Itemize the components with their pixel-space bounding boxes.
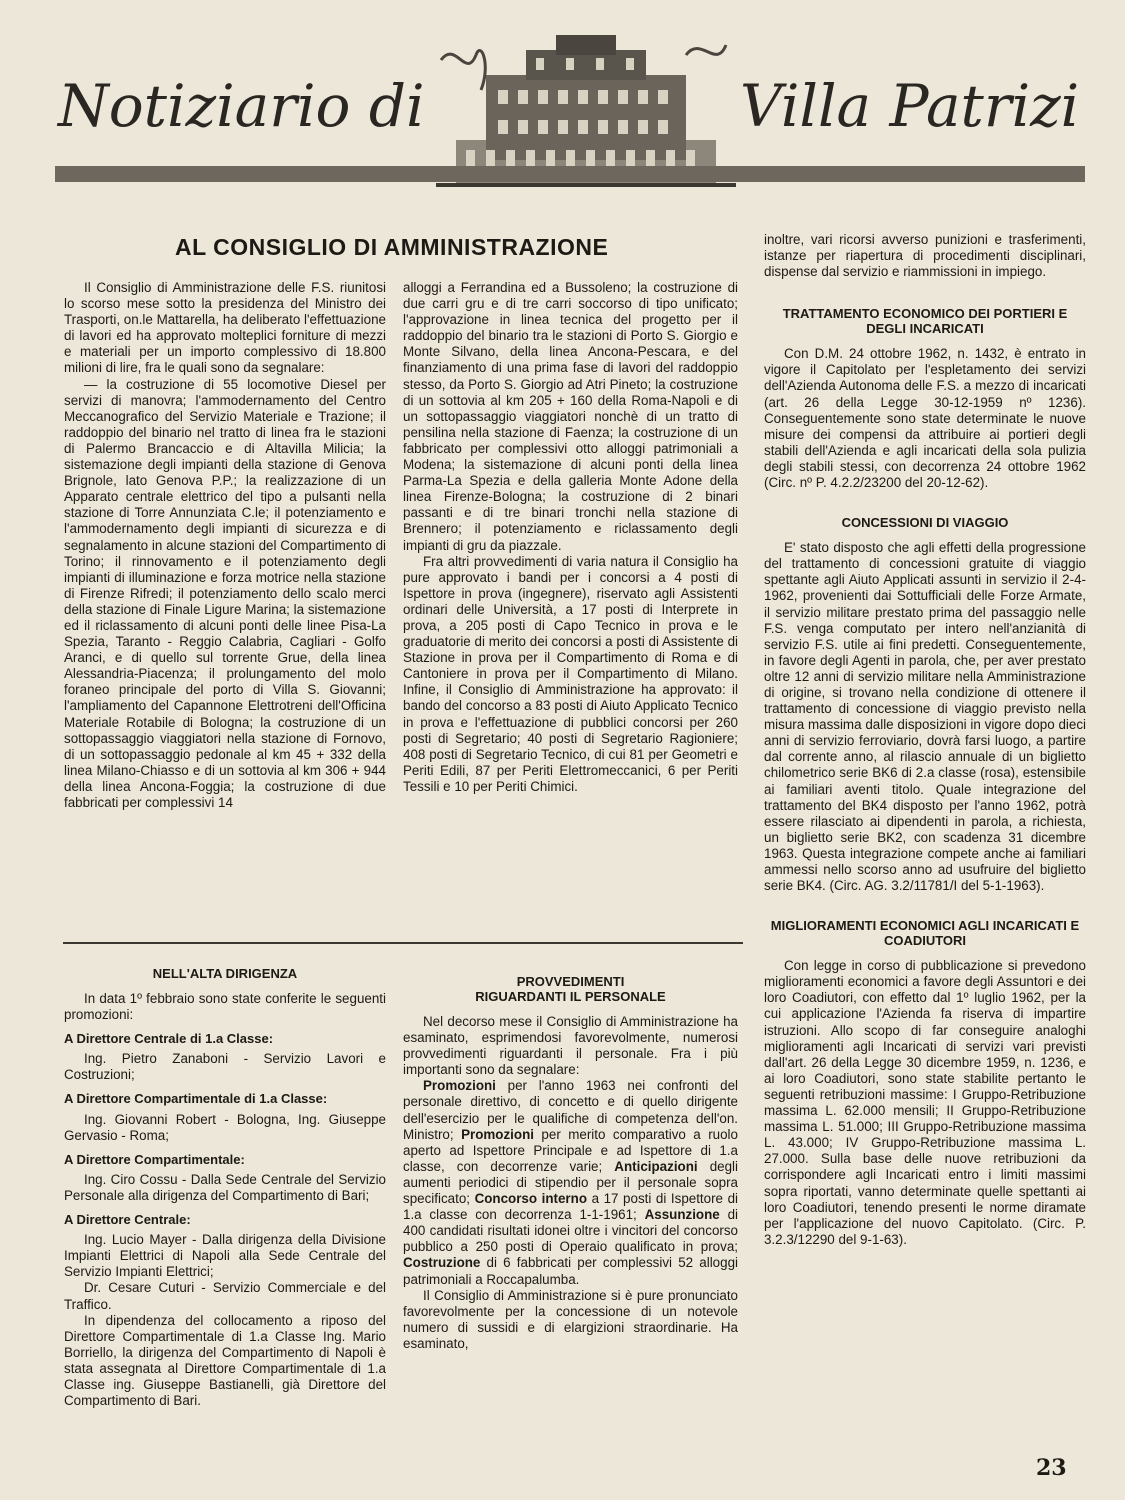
miglioramenti-title: MIGLIORAMENTI ECONOMICI AGLI INCARICATI E COADIUTORI — [770, 918, 1080, 949]
promotion-heading: A Direttore Centrale di 1.a Classe: — [64, 1031, 274, 1047]
personale-title — [403, 974, 738, 1004]
paragraph: Ing. Ciro Cossu - Dalla Sede Centrale del Servizio Personale alla dirigenza del Compartimento di Bari; — [64, 1171, 386, 1203]
article-column-1 — [64, 280, 386, 811]
article-column-3 — [764, 232, 1086, 1248]
page-number: 23 — [1036, 1455, 1067, 1481]
dirigenza-section — [64, 966, 386, 1409]
personale-title-line1: PROVVEDIMENTI — [516, 974, 625, 989]
paragraph: Nel decorso mese il Consiglio di Amministrazione ha esaminato, esprimendosi favorevolmente, numerosi provvedimenti riguardanti il personale. Fra i più importanti sono da segnalare: — [403, 1014, 738, 1078]
bold-term: Concorso interno — [474, 1191, 588, 1207]
paragraph: Ing. Lucio Mayer - Dalla dirigenza della Divisione Impianti Elettrici di Napoli alla Sede Centrale del Servizio Impianti Elettrici; — [64, 1232, 386, 1280]
trattamento-title: TRATTAMENTO ECONOMICO DEI PORTIERI E DEGLI INCARICATI — [782, 306, 1068, 337]
bold-term: Promozioni — [461, 1126, 534, 1142]
masthead-title-right: Villa Patrizi — [740, 72, 1080, 140]
concessioni-title: CONCESSIONI DI VIAGGIO — [841, 515, 1009, 531]
paragraph: Con D.M. 24 ottobre 1962, n. 1432, è entrato in vigore il Capitolato per l'espletamento dei servizi dell'Azienda Autonoma delle F.S. a mezzo di incaricati (art. 26 della Legge 30-12-1959 nº 1236). Conseguentemente sono state determinate le nuove misure dei compensi da attribuire ai portieri degli stabili dell'Azienda e agli incaricati della sola pulizia degli stabili stessi, con decorrenza 24 ottobre 1962 (Circ. nº P. 4.2.2/23200 del 20-12-62). — [764, 346, 1086, 491]
paragraph: Il Consiglio di Amministrazione delle F.S. riunitosi lo scorso mese sotto la presidenza del Ministro dei Trasporti, on.le Mattarella, ha deliberato l'effettuazione di lavori ed ha approvato molteplici forniture di mezzi e materiali per un importo complessivo di 18.800 milioni di lire, fra le quali sono da segnalare: — [64, 280, 386, 376]
paragraph: Ing. Pietro Zanaboni - Servizio Lavori e Costruzioni; — [64, 1051, 386, 1083]
personale-title-line2: RIGUARDANTI IL PERSONALE — [475, 989, 666, 1004]
paragraph: Ing. Giovanni Robert - Bologna, Ing. Giuseppe Gervasio - Roma; — [64, 1111, 386, 1143]
text-run: di 400 candidati risultati idonei oltre i vincitori del concorso pubblico a 250 posti di Operaio qualificato in prova; — [403, 1207, 738, 1255]
paragraph: Dr. Cesare Cuturi - Servizio Commerciale e del Traffico. — [64, 1280, 386, 1312]
paragraph: In dipendenza del collocamento a riposo del Direttore Compartimentale di 1.a Classe Ing. Mario Borriello, la dirigenza del Compartimento di Napoli è stata assegnata al Direttore Compartimentale di 1.a Classe ing. Giuseppe Bastianelli, già Direttore del Compartimento di Bari. — [64, 1312, 386, 1409]
dirigenza-title: NELL'ALTA DIRIGENZA — [152, 966, 298, 981]
masthead-title-left: Notiziario di — [58, 72, 425, 140]
paragraph — [403, 1078, 738, 1287]
paragraph: alloggi a Ferrandina ed a Bussoleno; la costruzione di due carri gru e di tre carri soccorso di tipo unificato; l'approvazione in linea tecnica del progetto per il raddoppio del binario tra le stazioni di Porto S. Giorgio e Monte Silvano, della linea Ancona-Pescara, e del finanziamento di una prima fase di lavori del raddoppio stesso, da Porto S. Giorgio ad Atri Pineto; la costruzione di un sottovia al km 205 + 160 della Roma-Napoli e di un sottopassaggio viaggiatori nonchè di un tratto di pensilina nella stazione di Faenza; la costruzione di un fabbricato per complessivi otto alloggi patrimoniali a Modena; la sistemazione di alcuni ponti della linea Parma-La Spezia e della galleria Monte Adone della linea Firenze-Bologna; la costruzione di 2 binari passanti e di tre binari tronchi nella stazione di Brennero; il potenziamento e riclassamento degli impianti di gru da piazzale. — [403, 280, 738, 553]
text-run: per merito comparativo a ruolo aperto ad Ispettore Principale e ad Ispettore di 1.a classe, con decorrenze varie; — [403, 1126, 738, 1174]
bold-term: Costruzione — [403, 1255, 481, 1271]
bold-term: Assunzione — [644, 1207, 720, 1223]
promotion-heading: A Direttore Compartimentale di 1.a Classe: — [64, 1091, 328, 1107]
text-run: di 6 fabbricati per complessivi 52 alloggi patrimoniali a Roccapalumba. — [403, 1255, 738, 1287]
text-run: degli aumenti periodici di stipendio per il personale sopra specificato; — [403, 1158, 738, 1207]
paragraph: Il Consiglio di Amministrazione si è pure pronunciato favorevolmente per la concessione di un notevole numero di sussidi e di elargizioni straordinarie. Ha esaminato, — [403, 1287, 738, 1351]
villa-patrizi-illustration — [436, 20, 736, 190]
paragraph: inoltre, vari ricorsi avverso punizioni e trasferimenti, istanze per riapertura di procedimenti disciplinari, dispense dal servizio e riammissioni in impiego. — [764, 232, 1086, 280]
paragraph: E' stato disposto che agli effetti della progressione del trattamento di concessioni gratuite di viaggio spettante agli Aiuto Applicati assunti in servizio il 2-4-1962, provenienti dai Sottufficiali delle Forze Armate, il servizio militare prestato prima del passaggio nelle F.S. venga computato per intero nell'anzianità di servizio F.S. utile ai fini predetti. Conseguentemente, in favore degli Agenti in parola, che, per aver prestato oltre 12 anni di servizio militare nella Amministrazione di origine, si trovano nella condizione di ottenere il trattamento di concessione di viaggio previsto nella misura massima dalle disposizioni in vigore dopo dieci anni di servizio ferroviario, dovrà farsi luogo, a partire dal corrente anno, al rilascio annuale di un biglietto chilometrico serie BK6 di 2.a classe (rosa), estensibile ai familiari aventi titolo. Quale integrazione del trattamento del BK4 disposto per l'anno 1962, potrà essere rilasciato ai dipendenti in parola, a richiesta, un biglietto serie BK2, con scadenza 31 dicembre 1963. Questa integrazione compete anche ai familiari ammessi nello scorso anno ad usufruire del biglietto serie BK4. (Circ. AG. 3.2/11781/I del 5-1-1963). — [764, 540, 1086, 894]
article-column-2 — [403, 280, 738, 795]
bold-term: Promozioni — [423, 1078, 496, 1094]
text-run: per l'anno 1963 nei confronti del personale direttivo, di concetto e di quello dirigente dell'esercizio per le qualifiche di competenza dell'on. Ministro; — [403, 1078, 738, 1142]
masthead-bar — [55, 166, 1085, 182]
text-run: a 17 posti di Ispettore di 1.a classe con decorrenza 1-1-1961; — [403, 1191, 738, 1223]
promotion-heading: A Direttore Compartimentale: — [64, 1151, 245, 1167]
paragraph: In data 1º febbraio sono state conferite le seguenti promozioni: — [64, 991, 386, 1023]
paragraph: Fra altri provvedimenti di varia natura il Consiglio ha pure approvato i bandi per i concorsi a 4 posti di Ispettore in prova (ingegnere), riservato agli Assistenti ordinari delle Università, a 17 posti di Interprete in prova, a 205 posti di Capo Tecnico in prova e le graduatorie di merito dei concorsi a posti di Assistente di Stazione in prova per il Compartimento di Roma e di Cantoniere in prova per il Compartimento di Milano. Infine, il Consiglio di Amministrazione ha approvato: il bando del concorso a 83 posti di Aiuto Applicato Tecnico in prova e l'effettuazione di pubblici concorsi per 260 posti di Segretario; 40 posti di Segretario Ragioniere; 408 posti di Segretario Tecnico, di cui 81 per Geometri e Periti Edili, 87 per Periti Elettromeccanici, 6 per Periti Tessili e 10 per Periti Chimici. — [403, 553, 738, 794]
bold-term: Anticipazioni — [614, 1158, 698, 1174]
paragraph: Con legge in corso di pubblicazione si prevedono miglioramenti economici a favore degli Assuntori e dei loro Coadiutori, con effetto dal 1º luglio 1962, per la cui applicazione l'Azienda fa riserva di impartire istruzioni. Allo scopo di far conseguire analoghi miglioramenti agli Incaricati di servizi vari previsti dall'art. 26 della Legge 30 dicembre 1959, n. 1236, e ai loro Coadiutori, sono state stabilite pertanto le seguenti retribuzioni massime: I Gruppo-Retribuzione massima L. 62.000 mensili; II Gruppo-Retribuzione massima L. 51.000; III Gruppo-Retribuzione massima L. 43.000; IV Gruppo-Retribuzione massima L. 27.000. Sulla base delle nuove retribuzioni da corrispondere agli Incaricati entro i limiti massimi sopra riportati, vanno determinate quelle spettanti ai loro Coadiutori, tenendo presenti le norme diramate per l'applicazione del nuovo Capitolato. (Circ. P. 3.2.3/12290 del 9-1-63). — [764, 958, 1086, 1247]
paragraph: — la costruzione di 55 locomotive Diesel per servizi di manovra; l'ammodernamento del Centro Meccanografico del Servizio Materiale e Trazione; il raddoppio del binario nel tratto di linea fra le stazioni di Palermo Brancaccio e di Altavilla Milicia; la sistemazione degli impianti della stazione di Genova Brignole, lato Genova P.P.; la realizzazione di un Apparato centrale elettrico del tipo a pulsanti nella stazione di Torre Annunziata C.le; il potenziamento e l'ammodernamento degli impianti di sicurezza e di segnalamento in alcune stazioni del Compartimento di Torino; il rinnovamento e il potenziamento degli impianti di illuminazione e forza motrice nella stazione di Firenze Rifredi; il potenziamento dello scalo merci della stazione di Finale Ligure Marina; la sistemazione ed il riclassamento di alcuni ponti delle linee Pisa-La Spezia, Taranto - Reggio Calabria, Cagliari - Golfo Aranci, e di quello sul torrente Grue, della linea Alessandria-Piacenza; il prolungamento del molo foraneo principale del porto di Villa S. Giovanni; l'ampliamento del Capannone Elettrotreni dell'Officina Materiale Rotabile di Bologna; la costruzione di un sottopassaggio viaggiatori nella stazione di Fornovo, di un sottopassaggio pedonale al km 45 + 332 della linea Milano-Chiasso e di un sottovia al km 306 + 944 della linea Ancona-Foggia; la costruzione di due fabbricati per complessivi 14 — [64, 376, 386, 810]
main-article-title: AL CONSIGLIO DI AMMINISTRAZIONE — [175, 234, 609, 260]
section-divider — [63, 942, 743, 944]
promotion-heading: A Direttore Centrale: — [64, 1212, 191, 1228]
personale-section — [403, 974, 738, 1352]
